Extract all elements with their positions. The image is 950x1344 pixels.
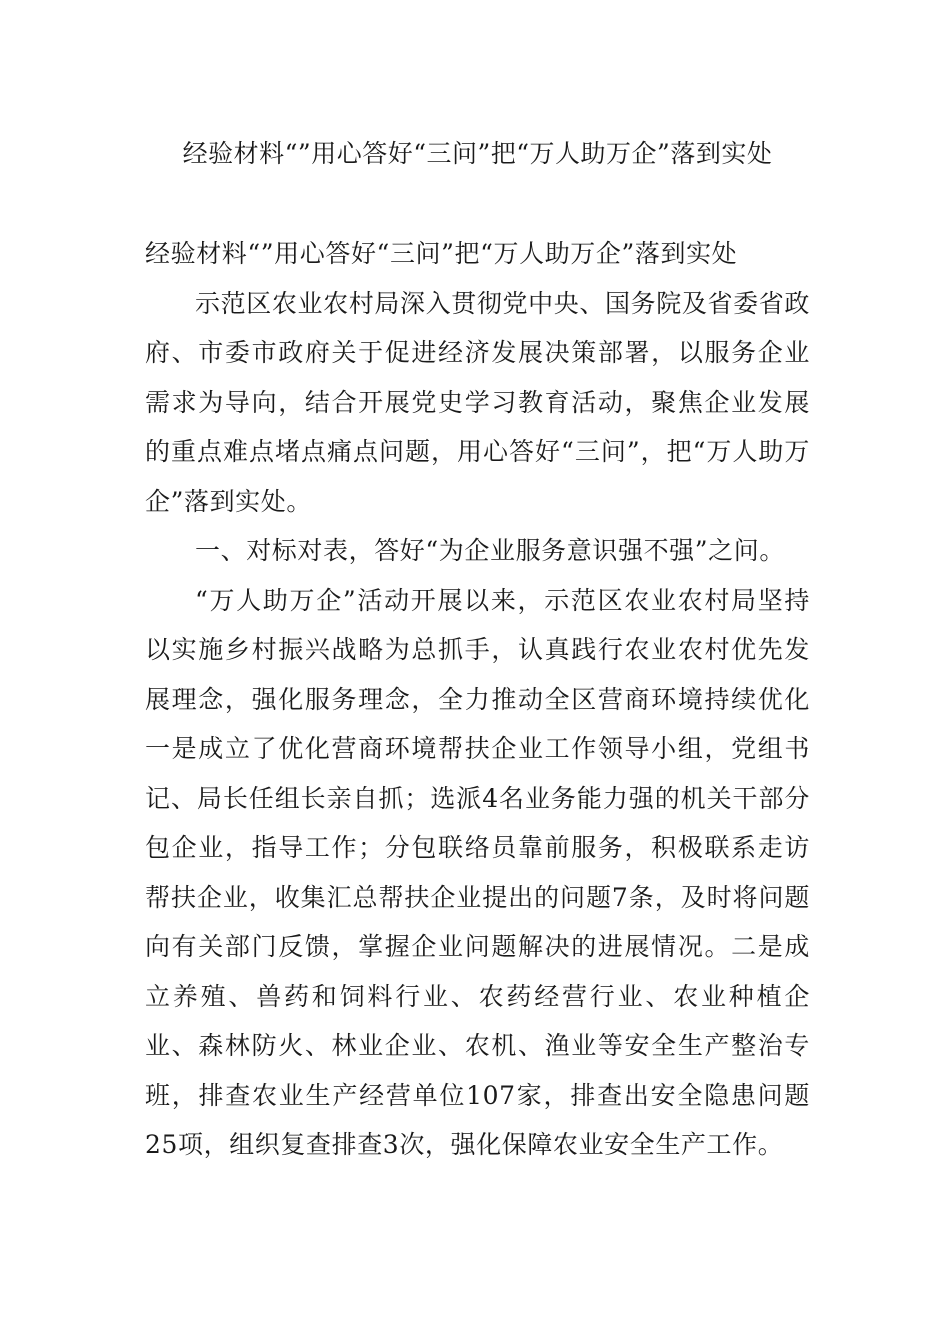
section-heading-1: 一、对标对表，答好“为企业服务意识强不强”之问。	[195, 536, 785, 565]
document-body	[145, 229, 810, 1170]
document-title: 经验材料“”用心答好“三问”把“万人助万企”落到实处	[182, 139, 773, 168]
paragraph-intro: 示范区农业农村局深入贯彻党中央、国务院及省委省政府、市委市政府关于促进经济发展决策部署，以服务企业需求为导向，结合开展党史学习教育活动，聚焦企业发展的重点难点堵点痛点问题，用心答好“三问”，把“万人助万企”落到实处。	[145, 288, 810, 516]
paragraph-section-1: “万人助万企”活动开展以来，示范区农业农村局坚持以实施乡村振兴战略为总抓手，认真践行农业农村优先发展理念，强化服务理念，全力推动全区营商环境持续优化一是成立了优化营商环境帮扶企业工作领导小组，党组书记、局长任组长亲自抓；选派4名业务能力强的机关干部分包企业，指导工作；分包联络员靠前服务，积极联系走访帮扶企业，收集汇总帮扶企业提出的问题7条，及时将问题向有关部门反馈，掌握企业问题解决的进展情况。二是成立养殖、兽药和饲料行业、农药经营行业、农业种植企业、森林防火、林业企业、农机、渔业等安全生产整治专班，排查农业生产经营单位107家，排查出安全隐患问题25项，组织复查排查3次，强化保障农业安全生产工作。	[145, 585, 810, 1159]
document-subtitle: 经验材料“”用心答好“三问”把“万人助万企”落到实处	[145, 239, 738, 268]
